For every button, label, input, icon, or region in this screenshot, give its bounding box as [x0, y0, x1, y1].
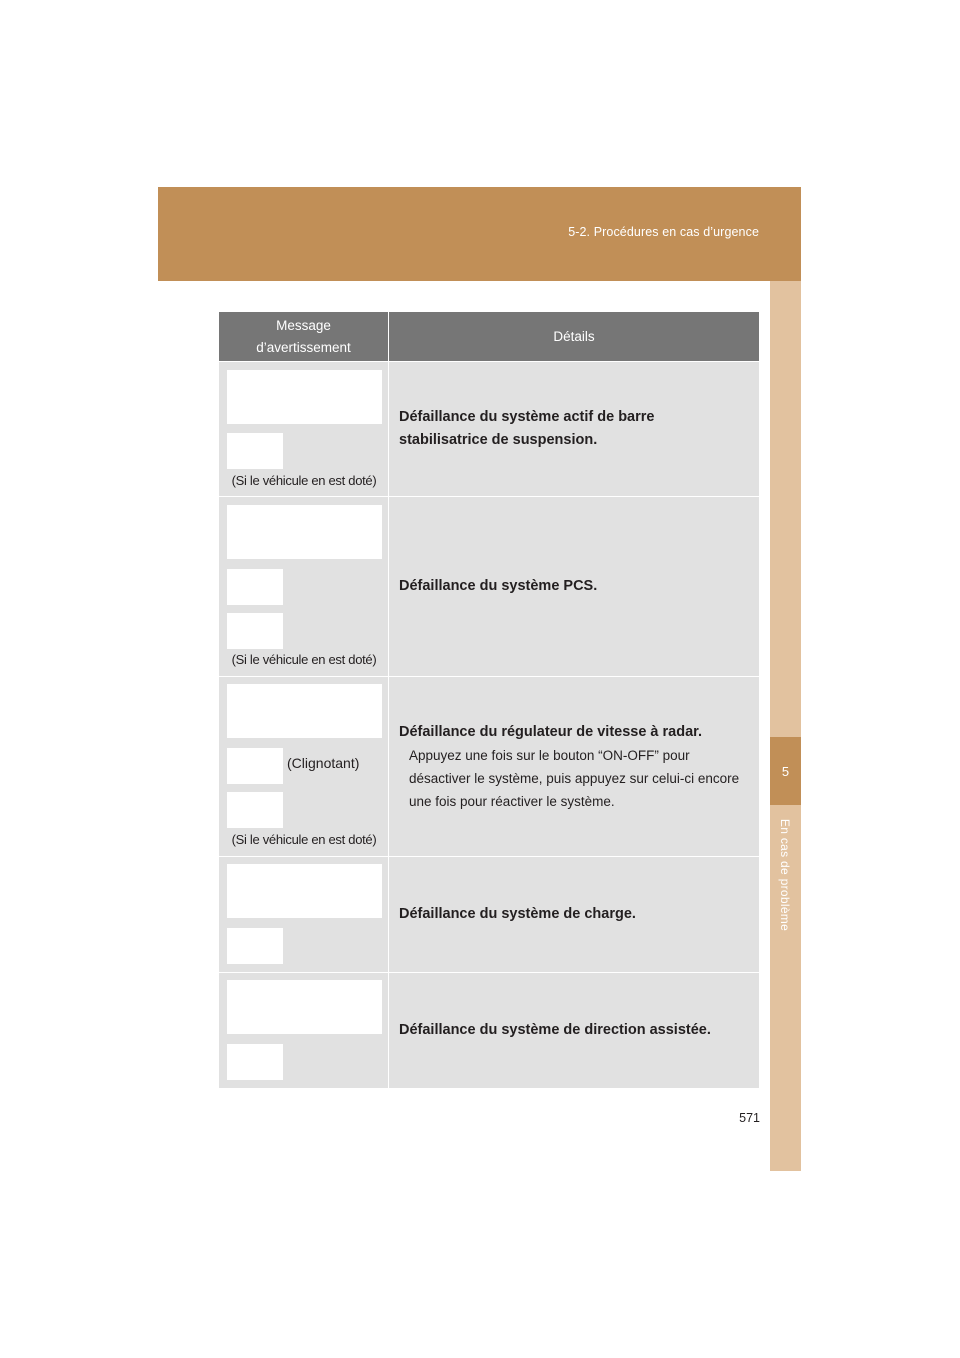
header-message: Message d’avertissement	[219, 312, 389, 361]
message-cell	[219, 362, 389, 496]
details-cell	[389, 497, 759, 676]
equipment-note: (Si le véhicule en est doté)	[231, 652, 377, 667]
detail-title: Défaillance du régulateur de vitesse à radar.	[399, 723, 703, 740]
equipment-note: (Si le véhicule en est doté)	[231, 832, 377, 847]
chapter-number: 5	[781, 763, 790, 779]
detail-description: Appuyez une fois sur le bouton “ON-OFF” pour désactiver le système, puis appuyez sur celui-ci encore une fois pour réactiver le système.	[409, 747, 740, 809]
detail-title: Défaillance du système PCS.	[399, 578, 598, 594]
flashing-label: (Clignotant)	[287, 755, 360, 771]
header-band	[158, 187, 801, 281]
table-row	[219, 496, 759, 676]
table-header	[219, 312, 759, 361]
warning-light-image	[227, 569, 283, 605]
warning-light-image	[227, 433, 283, 469]
chapter-tab	[770, 737, 801, 805]
details-cell	[389, 857, 759, 972]
detail-title: Défaillance du système de charge.	[399, 906, 636, 922]
table-row	[219, 676, 759, 856]
chapter-label: En cas de problème	[778, 818, 792, 932]
table-row	[219, 972, 759, 1088]
warning-light-image	[227, 613, 283, 649]
table-row	[219, 361, 759, 496]
warning-message-image	[227, 980, 382, 1034]
warning-light-image	[227, 792, 283, 828]
detail-title: Défaillance du système actif de barre stabilisatrice de suspension.	[399, 409, 655, 448]
warning-light-image	[227, 748, 283, 784]
page-number: 571	[739, 1111, 760, 1125]
detail-title: Défaillance du système de direction assistée.	[399, 1022, 711, 1038]
warning-message-image	[227, 864, 382, 918]
header-details: Détails	[553, 329, 595, 344]
equipment-note: (Si le véhicule en est doté)	[231, 473, 377, 488]
message-cell	[219, 973, 389, 1088]
section-title: 5-2. Procédures en cas d’urgence	[568, 225, 759, 239]
warning-light-image	[227, 1044, 283, 1080]
details-cell	[389, 677, 759, 856]
table-row	[219, 856, 759, 972]
side-strip	[770, 281, 801, 1171]
warning-light-image	[227, 928, 283, 964]
message-cell	[219, 497, 389, 676]
details-cell	[389, 362, 759, 496]
message-cell	[219, 677, 389, 856]
warning-message-image	[227, 505, 382, 559]
warning-message-image	[227, 684, 382, 738]
details-cell	[389, 973, 759, 1088]
warning-messages-table	[219, 312, 759, 1088]
message-cell	[219, 857, 389, 972]
warning-message-image	[227, 370, 382, 424]
